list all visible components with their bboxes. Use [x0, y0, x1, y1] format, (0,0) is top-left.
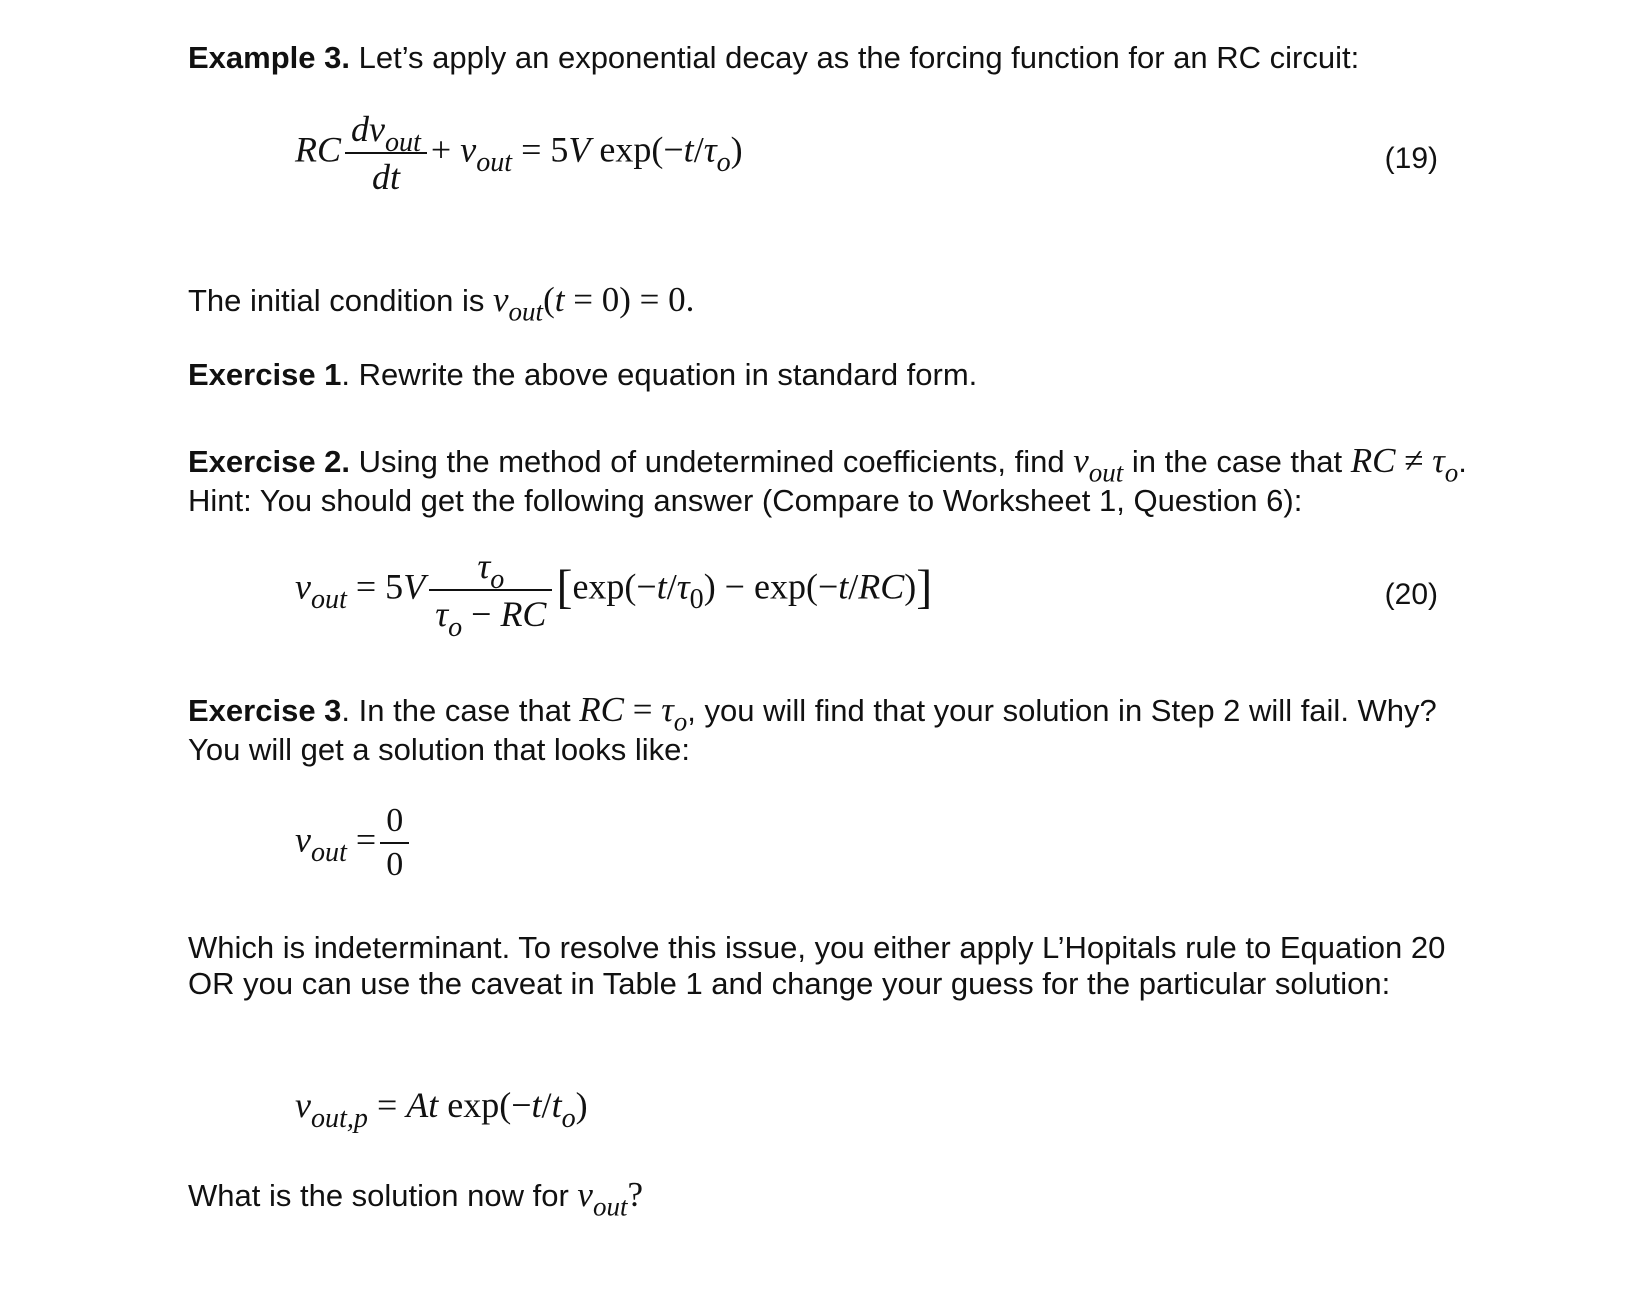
indeterminant-line-1: Which is indeterminant. To resolve this issue, you either apply L’Hopitals rule to Equation 20 — [188, 930, 1446, 965]
initial-condition-text: The initial condition is — [188, 283, 493, 318]
equation-19-number: (19) — [1384, 142, 1438, 175]
equation-indeterminate: $v_{out}$ = $\frac{0}{0}$ — [295, 802, 413, 884]
equation-particular-guess: $v_{out,p} = At$ $\exp(-t/t_o)$ — [295, 1085, 588, 1134]
exercise-1 — [188, 355, 977, 395]
exercise-1-text: . Rewrite the above equation in standard form. — [341, 357, 978, 392]
indeterminant-line-2: OR you can use the caveat in Table 1 and change your guess for the particular solution: — [188, 966, 1391, 1001]
example-3-text: Let’s apply an exponential decay as the forcing function for an RC circuit: — [349, 40, 1360, 75]
exercise-3-text: . In the case that — [341, 693, 580, 728]
exercise-1-label: Exercise 1 — [188, 357, 342, 392]
exercise-2: Exercise 2. Using the method of undetermined coefficients, find $v_{out}$ in the case that RC ≠ $\tau_o$. — [188, 441, 1467, 488]
exercise-3-line-2: You will get a solution that looks like: — [188, 732, 691, 767]
exercise-2-label: Exercise 2. — [188, 444, 351, 479]
exercise-2-text-2: in the case that — [1123, 444, 1351, 479]
equation-20-number: (20) — [1384, 578, 1438, 611]
equation-20: $v_{out} = 5V$ $\frac{\tau_o}{\tau_o - RC}$ $[\exp(-t/\tau_0) - \exp(-t/RC)]$ — [295, 546, 933, 643]
exercise-3: Exercise 3. In the case that RC = $\tau_o$, you will find that your solution in Step 2 will fail. Why? — [188, 690, 1437, 737]
exercise-3-text-2: you will find that your solution in Step 2 will fail. Why? — [695, 693, 1437, 728]
initial-condition: The initial condition is $v_{out}(t = 0) = 0$. — [188, 280, 695, 327]
exercise-2-hint: Hint: You should get the following answer (Compare to Worksheet 1, Question 6): — [188, 483, 1303, 518]
example-3-label: Example 3. — [188, 40, 350, 75]
final-question-text: What is the solution now for — [188, 1178, 578, 1213]
equation-19: RC $\frac{dv_{out}}{dt}$ + $v_{out} = 5V$ $\exp(-t/\tau_o)$ — [295, 109, 743, 197]
example-3-paragraph — [188, 38, 1359, 78]
final-question: What is the solution now for $v_{out}$? — [188, 1175, 644, 1222]
exercise-2-text: Using the method of undetermined coefficients, find — [350, 444, 1074, 479]
exercise-3-label: Exercise 3 — [188, 693, 342, 728]
